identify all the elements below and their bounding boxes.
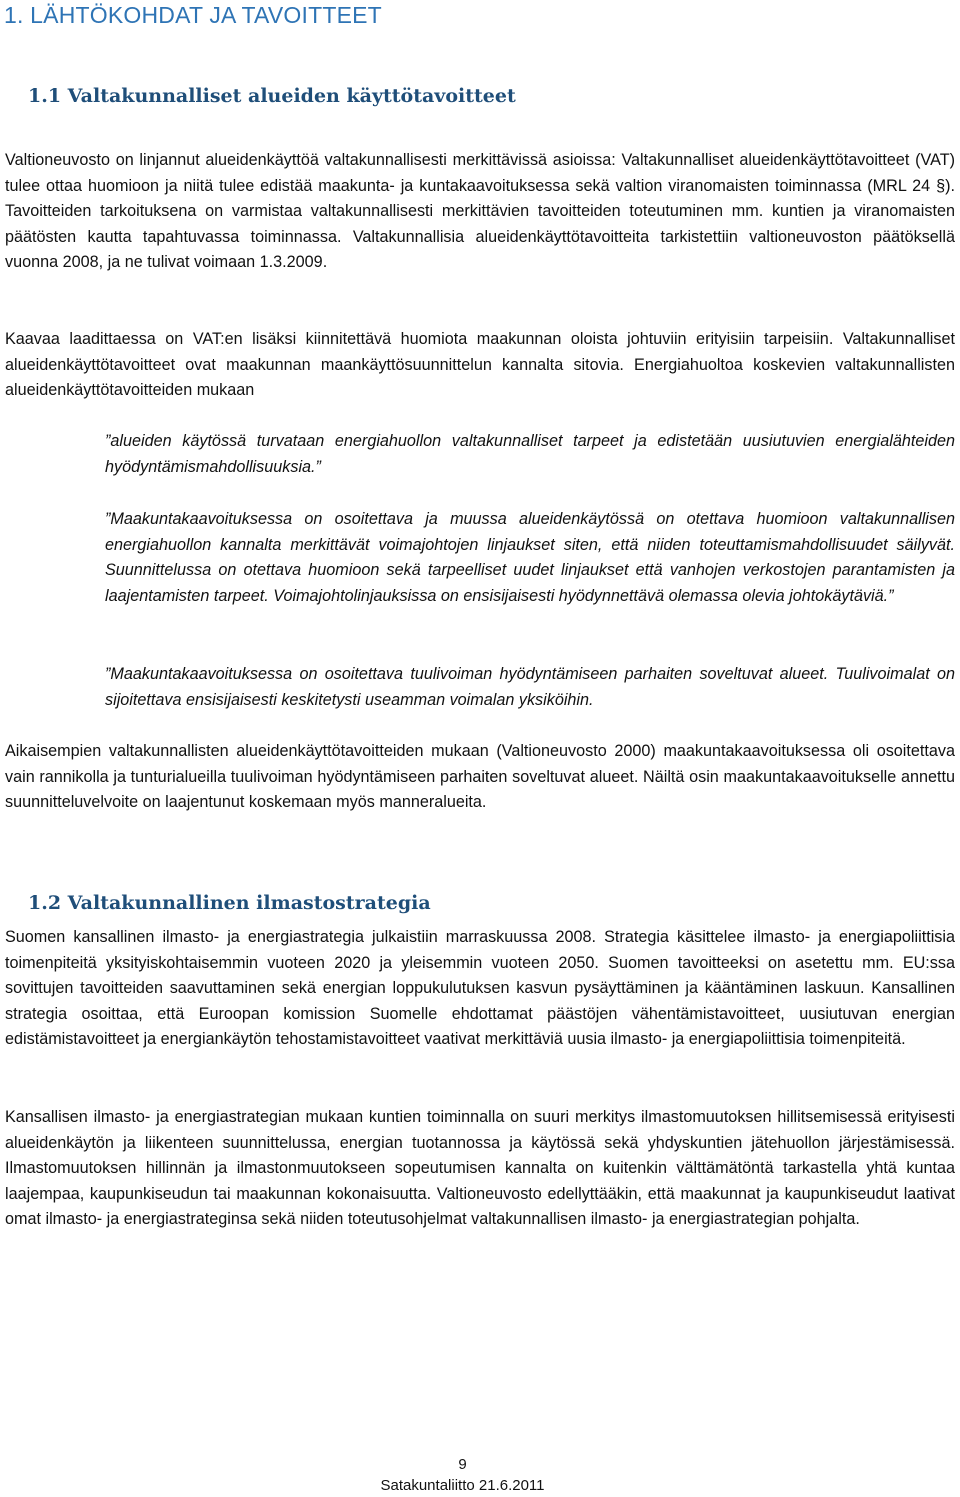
quote-power-lines: ”Maakuntakaavoituksessa on osoitettava ja muussa alueidenkäytössä on otettava huomioon valtakunnallisen energiahuollon kannalta merkittävät voimajohtojen linjaukset siten, että niiden toteuttamismahdollisuudet säilyvät. Suunnittelussa on otettava huomioon sekä tarpeelliset uudet linjaukset että vanhojen verkostojen parantamisten ja laajentamisten tarpeet. Voimajohtolinjauksissa on ensisijaisesti hyödynnettävä olemassa olevia johtokäytäviä.” xyxy=(105,510,955,605)
paragraph-municipal-role: Kansallisen ilmasto- ja energiastrategian mukaan kuntien toiminnalla on suuri merkitys ilmastomuutoksen hillitsemisessä erityisesti alueidenkäytön ja liikenteen suunnittelussa, energian tuotannossa ja käytössä sekä yhdyskuntien jätehuollon järjestämisessä. Ilmastomuutoksen hillinnän ja ilmastonmuutokseen sopeutumisen kannalta on kuitenkin välttämätöntä tarkastella yhtä kuntaa laajempaa, kaupunkiseudun tai maakunnan kokonaisuutta. Valtioneuvosto edellyttääkin, että maakunnat ja kaupunkiseudut laativat omat ilmasto- ja energiastrateginsa sekä niiden toteutusohjelmat valtakunnallisen ilmasto- ja energiastrategian pohjalta. xyxy=(5,1108,955,1229)
page-number: 9 xyxy=(458,1456,467,1473)
paragraph-vat-intro: Valtioneuvosto on linjannut alueidenkäyttöä valtakunnallisesti merkittävissä asioissa: Valtakunnalliset alueidenkäyttötavoitteet (VAT) tulee ottaa huomioon ja niitä tulee edistää maakunta- ja kuntakaavoituksessa sekä valtion viranomaisten toiminnassa (MRL 24 §). Tavoitteiden tarkoituksena on varmistaa valtakunnallisesti merkittävien tavoitteiden toteutuminen mm. kuntien ja viranomaisten päätösten kautta tapahtuvassa toiminnassa. Valtakunnallisia alueidenkäyttötavoitteita tarkistettiin valtioneuvoston päätöksellä vuonna 2008, ja ne tulivat voimaan 1.3.2009. xyxy=(5,151,955,272)
section-heading-1-2: 1.2 Valtakunnallinen ilmastostrategia xyxy=(28,892,431,914)
chapter-heading: 1. LÄHTÖKOHDAT JA TAVOITTEET xyxy=(4,2,382,28)
paragraph-vat-requirements: Kaavaa laadittaessa on VAT:en lisäksi kiinnitettävä huomiota maakunnan oloista johtuviin erityisiin tarpeisiin. Valtakunnalliset alueidenkäyttötavoitteet ovat maakunnan maankäyttösuunnittelun kannalta sitovia. Energiahuoltoa koskevien valtakunnallisten alueidenkäyttötavoitteiden mukaan xyxy=(5,330,955,400)
section-heading-1-1: 1.1 Valtakunnalliset alueiden käyttötavoitteet xyxy=(28,85,516,107)
paragraph-previous-goals: Aikaisempien valtakunnallisten alueidenkäyttötavoitteiden mukaan (Valtioneuvosto 2000) maakuntakaavoituksessa oli osoitettava vain rannikolla ja tunturialueilla tuulivoiman hyödyntämiseen parhaiten soveltuvat alueet. Näiltä osin maakuntakaavoitukselle annettu suunnitteluvelvoite on laajentunut koskemaan myös manneralueita. xyxy=(5,742,955,812)
quote-energy-supply: ”alueiden käytössä turvataan energiahuollon valtakunnalliset tarpeet ja edistetään uusiutuvien energialähteiden hyödyntämismahdollisuuksia.” xyxy=(105,432,955,476)
paragraph-climate-strategy: Suomen kansallinen ilmasto- ja energiastrategia julkaistiin marraskuussa 2008. Strategia käsittelee ilmasto- ja energiapoliittisia toimenpiteitä yksityiskohtaisemmin vuoteen 2020 ja yleisemmin vuoteen 2050. Suomen tavoitteeksi on asetettu mm. EU:ssa sovittujen tavoitteiden saavuttaminen sekä energian loppukulutuksen kasvun pysäyttäminen ja kääntäminen laskuun. Kansallinen strategia osoittaa, että Euroopan komission Suomelle ehdottamat päästöjen vähentämistavoitteet, uusiutuvan energian edistämistavoitteet ja energiankäytön tehostamistavoitteet vaativat merkittäviä uusia ilmasto- ja energiapoliittisia toimenpiteitä. xyxy=(5,928,955,1049)
quote-wind-power: ”Maakuntakaavoituksessa on osoitettava tuulivoiman hyödyntämiseen parhaiten soveltuvat alueet. Tuulivoimalat on sijoitettava ensisijaisesti keskitetysti useamman voimalan yksiköihin. xyxy=(105,665,955,709)
footer-org-date: Satakuntaliitto 21.6.2011 xyxy=(380,1477,545,1494)
